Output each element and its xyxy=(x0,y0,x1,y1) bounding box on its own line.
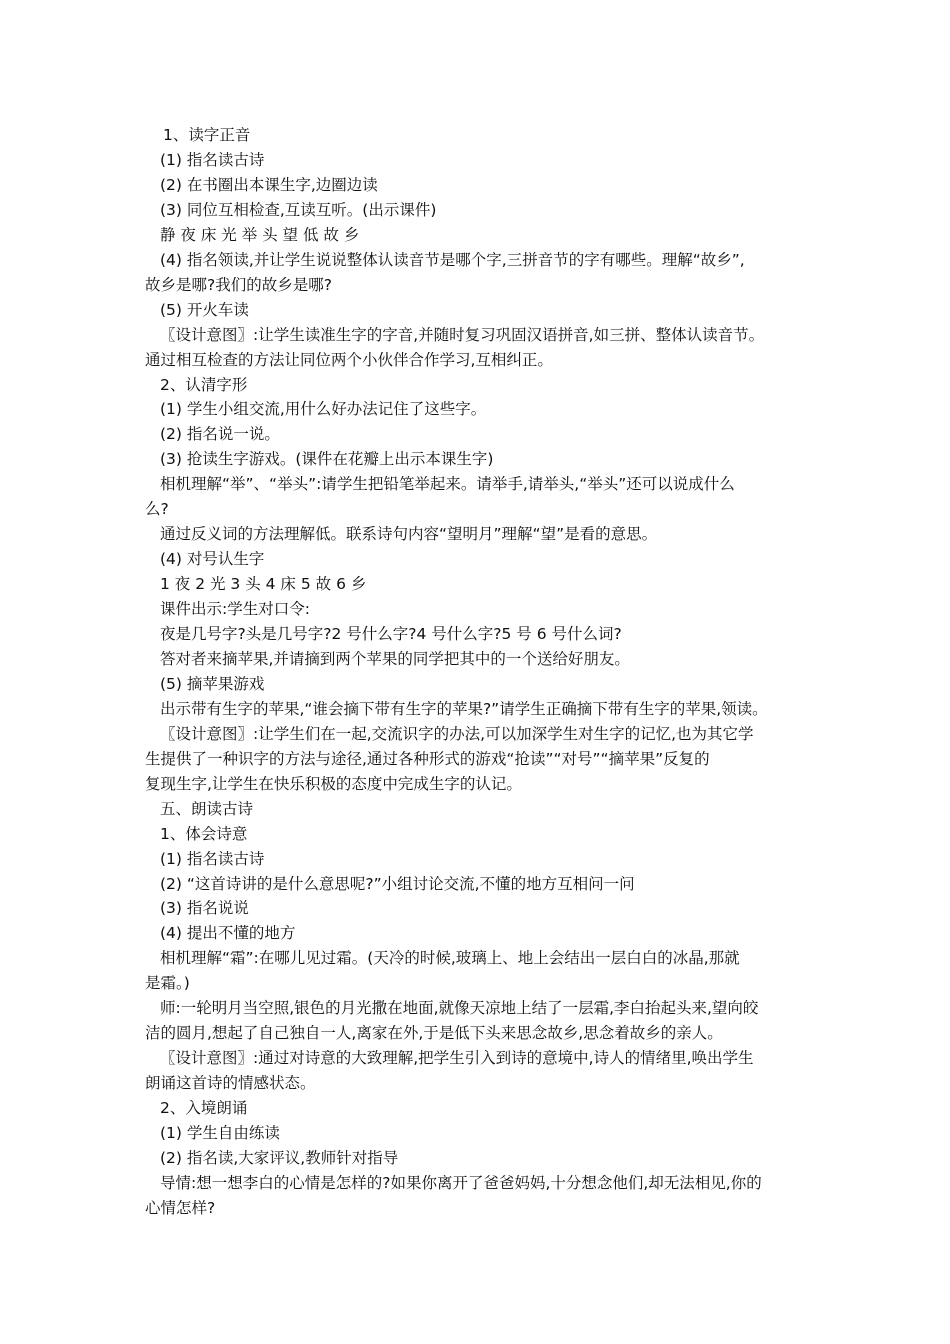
text-line: (1) 指名读古诗 xyxy=(160,849,265,868)
text-line: 导情:想一想李白的心情是怎样的?如果你离开了爸爸妈妈,十分想念他们,却无法相见,你的 xyxy=(160,1173,762,1192)
text-line: (1) 学生自由练读 xyxy=(160,1124,280,1142)
text-line: (2) “这首诗讲的是什么意思呢?”小组讨论交流,不懂的地方互相问一问 xyxy=(160,874,635,893)
text-line: 静 夜 床 光 举 头 望 低 故 乡 xyxy=(160,225,360,244)
text-line: 是霜。) xyxy=(145,974,190,993)
text-line: (2) 指名说一说。 xyxy=(160,425,280,444)
text-line: (2) 在书圈出本课生字,边圈边读 xyxy=(160,175,378,194)
text-line: 心情怎样? xyxy=(145,1198,216,1217)
text-line: 通过相互检查的方法让同位两个小伙伴合作学习,互相纠正。 xyxy=(145,350,553,369)
text-line: (2) 指名读,大家评议,教师针对指导 xyxy=(160,1148,399,1167)
text-line: 相机理解“霜”:在哪儿见过霜。(天冷的时候,玻璃上、地上会结出一层白白的冰晶,那就 xyxy=(160,949,740,968)
text-line: (4) 提出不懂的地方 xyxy=(160,924,296,943)
text-line: 〖设计意图〗:通过对诗意的大致理解,把学生引入到诗的意境中,诗人的情绪里,唤出学生 xyxy=(160,1049,754,1068)
text-line: 师:一轮明月当空照,银色的月光撒在地面,就像天凉地上结了一层霜,李白抬起头来,望向皎 xyxy=(160,999,759,1018)
text-line: 故乡是哪?我们的故乡是哪? xyxy=(145,275,332,294)
text-line: (3) 指名说说 xyxy=(160,899,249,918)
text-line: 1、读字正音 xyxy=(163,126,251,144)
text-line: 1、体会诗意 xyxy=(160,824,248,843)
text-line: 么? xyxy=(145,500,169,519)
text-line: 复现生字,让学生在快乐积极的态度中完成生字的认记。 xyxy=(145,774,522,793)
text-line: 相机理解“举”、“举头”:请学生把铅笔举起来。请举手,请举头,“举头”还可以说成什么 xyxy=(160,475,735,494)
text-line: (4) 指名领读,并让学生说说整体认读音节是哪个字,三拼音节的字有哪些。理解“故乡”, xyxy=(160,250,745,269)
text-line: 〖设计意图〗:让学生读准生字的字音,并随时复习巩固汉语拼音,如三拼、整体认读音节。 xyxy=(160,325,765,344)
text-line: (1) 学生小组交流,用什么好办法记住了这些字。 xyxy=(160,400,487,419)
text-line: 课件出示:学生对口令: xyxy=(160,600,310,619)
text-line: 洁的圆月,想起了自己独自一人,离家在外,于是低下头来思念故乡,思念着故乡的亲人。 xyxy=(145,1024,723,1043)
text-line: (5) 摘苹果游戏 xyxy=(160,674,265,693)
text-line: 夜是几号字?头是几号字?2 号什么字?4 号什么字?5 号 6 号什么词? xyxy=(160,625,622,643)
text-line: 出示带有生字的苹果,“谁会摘下带有生字的苹果?”请学生正确摘下带有生字的苹果,领读。 xyxy=(160,699,768,718)
text-line: (3) 抢读生字游戏。(课件在花瓣上出示本课生字) xyxy=(160,450,494,469)
text-line: (4) 对号认生字 xyxy=(160,550,265,569)
text-line: 〖设计意图〗:让学生们在一起,交流识字的办法,可以加深学生对生字的记忆,也为其它学 xyxy=(160,724,754,743)
text-line: (5) 开火车读 xyxy=(160,300,249,319)
text-line: (3) 同位互相检查,互读互听。(出示课件) xyxy=(160,200,437,219)
text-line: (1) 指名读古诗 xyxy=(160,150,265,169)
text-line: 答对者来摘苹果,并请摘到两个苹果的同学把其中的一个送给好朋友。 xyxy=(160,649,630,668)
text-line: 朗诵这首诗的情感状态。 xyxy=(145,1074,316,1093)
text-line: 通过反义词的方法理解低。联系诗句内容“望明月”理解“望”是看的意思。 xyxy=(160,525,658,544)
text-line: 生提供了一种识字的方法与途径,通过各种形式的游戏“抢读”“对号”“摘苹果”反复的 xyxy=(145,749,710,768)
text-line: 五、朗读古诗 xyxy=(160,799,254,818)
text-line: 1 夜 2 光 3 头 4 床 5 故 6 乡 xyxy=(160,575,367,594)
text-line: 2、认清字形 xyxy=(160,375,248,394)
text-line: 2、入境朗诵 xyxy=(160,1099,248,1118)
